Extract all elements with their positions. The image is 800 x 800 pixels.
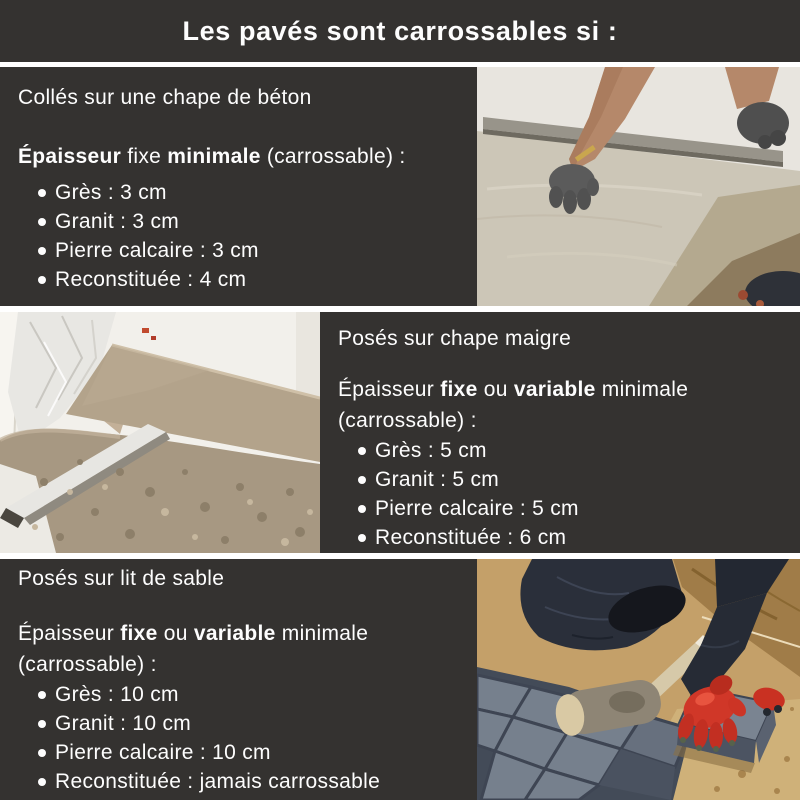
list-item: Pierre calcaire : 10 cm [55,738,461,767]
list-item: Reconstituée : 4 cm [55,265,461,294]
header-banner [0,0,800,62]
thickness-part: minimale [167,145,261,168]
thickness-part: Épaisseur [18,145,122,168]
list-item: Reconstituée : 6 cm [375,523,786,552]
thickness-part: variable [193,622,276,645]
thickness-part: fixe [120,622,158,645]
thickness-line [18,141,461,172]
section-1-panel [0,67,477,306]
thickness-part: variable [513,378,596,401]
thickness-part: minimale (carrossable) : [338,378,689,432]
thickness-line [338,374,786,436]
thickness-part: Épaisseur [338,378,441,401]
thickness-line [18,618,461,680]
thickness-part: minimale (carrossable) : [18,622,369,676]
lean-screed-photo [0,312,320,553]
paver-laying-illustration [477,559,800,800]
section-laid-on-lean-screed [0,312,800,553]
list-item: Reconstituée : jamais carrossable [55,767,461,796]
thickness-list [18,178,461,294]
list-item: Granit : 3 cm [55,207,461,236]
section-title: Collés sur une chape de béton [18,86,312,109]
section-2-panel [320,312,800,553]
page-title: Les pavés sont carrossables si : [182,15,618,46]
list-item: Granit : 5 cm [375,465,786,494]
list-item: Pierre calcaire : 3 cm [55,236,461,265]
thickness-part: ou [477,378,514,401]
list-item: Grès : 3 cm [55,178,461,207]
concrete-smoothing-illustration [477,67,800,306]
list-item: Granit : 10 cm [55,709,461,738]
paver-laying-photo [477,559,800,800]
thickness-list [18,680,461,796]
list-item: Grès : 5 cm [375,436,786,465]
concrete-smoothing-photo [477,67,800,306]
thickness-part: (carrossable) : [260,145,406,168]
lean-screed-illustration [0,312,320,553]
thickness-part: ou [157,622,194,645]
thickness-part: fixe [440,378,478,401]
section-title: Posés sur lit de sable [18,567,225,590]
section-glued-on-concrete [0,67,800,306]
thickness-part: Épaisseur [18,622,121,645]
section-3-panel [0,559,477,800]
list-item: Grès : 10 cm [55,680,461,709]
section-title: Posés sur chape maigre [338,327,572,350]
section-laid-on-sand-bed [0,559,800,800]
thickness-part: fixe [121,145,168,168]
list-item: Pierre calcaire : 5 cm [375,494,786,523]
thickness-list [338,436,786,552]
